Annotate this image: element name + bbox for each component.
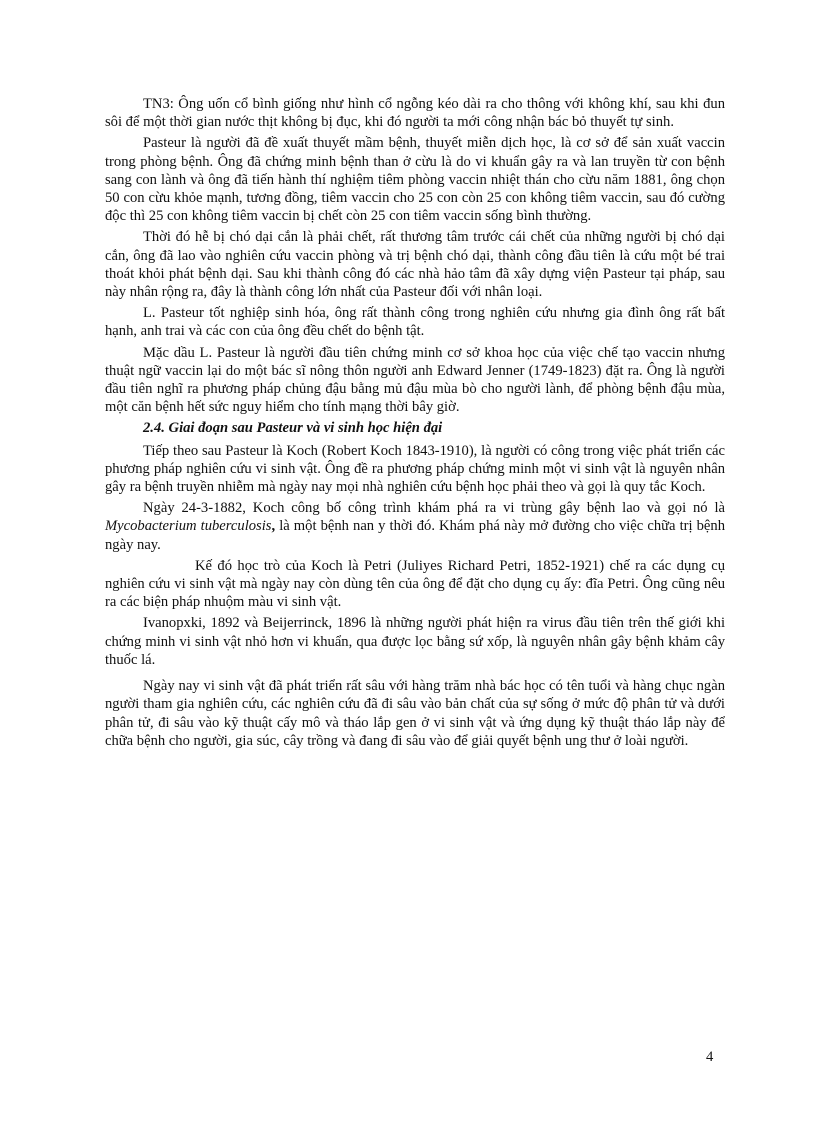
- section-heading: 2.4. Giai đoạn sau Pasteur và vi sinh học hiện đại: [143, 420, 443, 437]
- tuberculosis-text-start: Ngày 24-3-1882, Koch công bố công trình khám phá ra vi trùng gây bệnh lao và gọi nó là: [143, 500, 725, 517]
- species-name: Mycobacterium tuberculosis: [105, 518, 272, 535]
- page-number: 4: [706, 1049, 714, 1065]
- bold-comma: ,: [271, 518, 276, 535]
- paragraph-koch: Tiếp theo sau Pasteur là Koch (Robert Koch 1843-1910), là người có công trong việc phát triển các phương pháp nghiên cứu vi sinh vật. Ông đề ra phương pháp chứng minh một vi sinh vật là nguyên nhân gây ra bệnh truyền nhiễm mà ngày nay mọi nhà nghiên cứu bệnh học phải theo và gọi là quy tắc Koch.: [105, 442, 725, 496]
- paragraph-tuberculosis: [105, 499, 725, 554]
- paragraph-virus-discovery: Ivanopxki, 1892 và Beijerrinck, 1896 là những người phát hiện ra virus đầu tiên trên thế giới khi chứng minh vi sinh vật nhỏ hơn vi khuẩn, qua được lọc bằng sứ xốp, là nguyên nhân gây bệnh khảm cây thuốc lá.: [105, 615, 725, 668]
- paragraph-pasteur-germ-theory: Pasteur là người đã đề xuất thuyết mầm bệnh, thuyết miễn dịch học, là cơ sở để sản xuất vaccin trong phòng bệnh. Ông đã chứng minh bệnh than ở cừu là do vi khuẩn gây ra và lan truyền từ con bệnh sang con lành và ông đã tiến hành thí nghiệm tiêm phòng vaccin nhiệt thán cho cừu năm 1881, ông chọn 50 con cừu khỏe mạnh, tương đồng, tiêm vaccin cho 25 con còn 25 con không tiêm vaccin, sau đó cường độc thì 25 con không tiêm vaccin bị chết còn 25 con tiêm vaccin sống bình thường.: [105, 135, 725, 225]
- paragraph-modern-microbiology: Ngày nay vi sinh vật đã phát triển rất sâu với hàng trăm nhà bác học có tên tuổi và hàng chục ngàn người tham gia nghiên cứu, các nghiên cứu đã đi sâu vào bản chất của sự sống ở mức độ phân tử và dưới phân tử, đi sâu vào kỹ thuật cấy mô và tháo lắp gen ở vi sinh vật và ứng dụng kỹ thuật tháo lắp này để chữa bệnh cho người, gia súc, cây trồng và đang đi sâu vào để giải quyết bệnh ung thư ở loài người.: [105, 678, 725, 749]
- paragraph-tn3: TN3: Ông uốn cổ bình giống như hình cổ ngỗng kéo dài ra cho thông với không khí, sau khi đun sôi để một thời gian nước thịt không bị đục, khi đó người ta mới công nhận bác bỏ thuyết tự sinh.: [105, 96, 725, 131]
- paragraph-jenner: Mặc dầu L. Pasteur là người đầu tiên chứng minh cơ sở khoa học của việc chế tạo vaccin nhưng thuật ngữ vaccin lại do một bác sĩ nông thôn người anh Edward Jenner (1749-1823) đặt ra. Ông là người đầu tiên nghĩ ra phương pháp chủng đậu bằng mủ đậu mùa bò cho người lành, để phòng bệnh đậu mùa, một căn bệnh hết sức nguy hiểm cho tính mạng thời bây giờ.: [105, 344, 725, 416]
- paragraph-pasteur-family: L. Pasteur tốt nghiệp sinh hóa, ông rất thành công trong nghiên cứu nhưng gia đình ông rất bất hạnh, anh trai và các con của ông đều chết do bệnh tật.: [105, 305, 725, 340]
- body-text: [105, 95, 725, 753]
- paragraph-rabies-vaccine: Thời đó hễ bị chó dại cắn là phải chết, rất thương tâm trước cái chết của những người bị chó dại cắn, ông đã lao vào nghiên cứu vaccin phòng và trị bệnh chó dại, thành công đầu tiên là cứu một bé trai thoát khỏi phát bệnh dại. Sau khi thành công đó các nhà hảo tâm đã xây dựng viện Pasteur tại pháp, sau này nhân rộng ra, đây là thành công lớn nhất của Pasteur đối với nhân loại.: [105, 229, 725, 301]
- tuberculosis-text-end: là một bệnh nan y thời đó. Khám phá này mở đường cho việc chữa trị bệnh ngày nay.: [105, 518, 725, 553]
- paragraph-petri: Kế đó học trò của Koch là Petri (Juliyes Richard Petri, 1852-1921) chế ra các dụng cụ nghiên cứu vi sinh vật mà ngày nay còn dùng tên của ông để đặt cho dụng cụ ấy: đĩa Petri. Ông cũng nêu ra các biện pháp nhuộm màu vi sinh vật.: [105, 557, 725, 611]
